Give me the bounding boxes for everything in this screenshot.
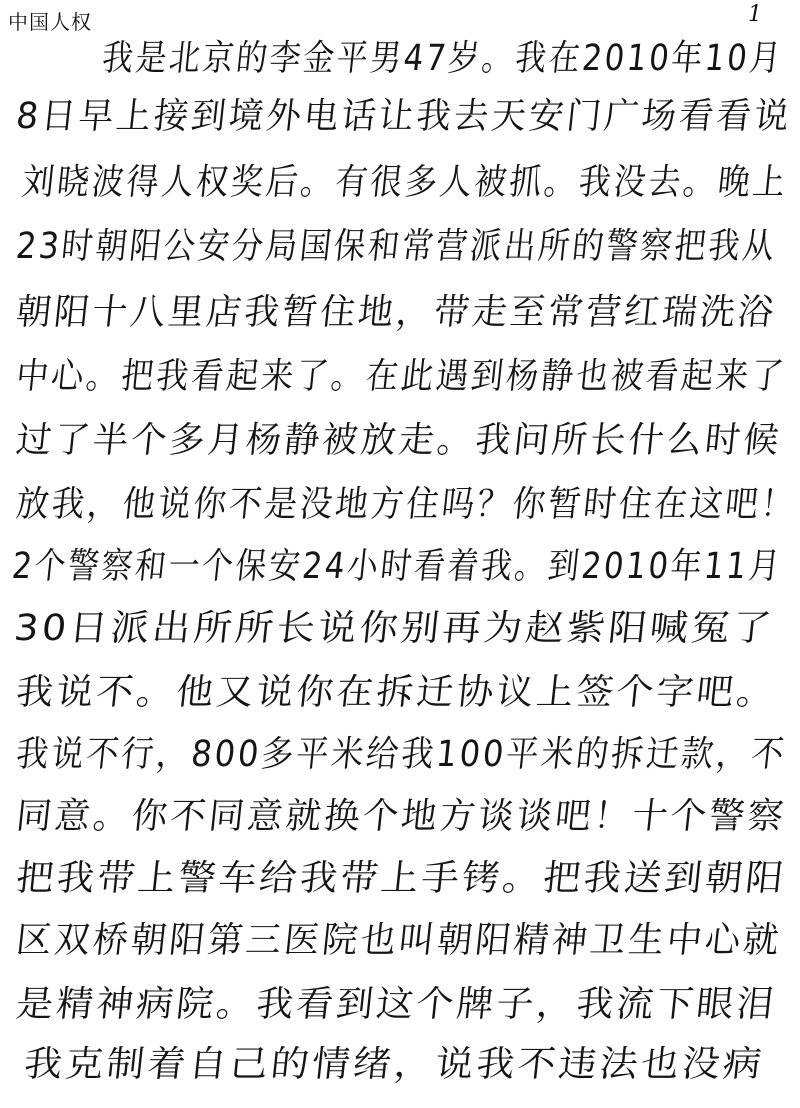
text-line: 23时朝阳公安分局国保和常营派出所的警察把我从 (14, 226, 779, 267)
text-line: 我说不。他又说你在拆迁协议上签个字吧。 (14, 672, 779, 713)
text-line: 中心。把我看起来了。在此遇到杨静也被看起来了 (14, 356, 789, 397)
text-line: 2个警察和一个保安24小时看着我。到2010年11月 (10, 546, 785, 587)
text-line: 是精神病院。我看到这个牌子，我流下眼泪 (14, 984, 779, 1025)
text-line: 刘晓波得人权奖后。有很多人被抓。我没去。晚上 (20, 162, 790, 203)
page-number: 1 (748, 2, 762, 27)
text-line: 过了半个多月杨静被放走。我问所长什么时候 (14, 420, 784, 461)
text-line: 我克制着自己的情绪，说我不违法也没病 (22, 1044, 767, 1085)
text-line: 把我带上警车给我带上手铐。把我送到朝阳 (14, 858, 789, 899)
text-line: 同意。你不同意就换个地方谈谈吧！十个警察 (14, 796, 789, 837)
text-line: 30日派出所所长说你别再为赵紫阳喊冤了 (12, 608, 777, 649)
text-line: 我说不行，800多平米给我100平米的拆迁款，不 (14, 734, 789, 775)
text-line: 我是北京的李金平男47岁。我在2010年10月 (100, 38, 785, 79)
text-line: 放我，他说你不是没地方住吗？你暂时住在这吧！ (14, 484, 799, 525)
text-line: 朝阳十八里店我暂住地，带走至常营红瑞洗浴 (14, 292, 779, 333)
text-line: 区双桥朝阳第三医院也叫朝阳精神卫生中心就 (14, 920, 784, 961)
text-line: 8日早上接到境外电话让我去天安门广场看看说 (14, 96, 794, 137)
header-label: 中国人权 (8, 10, 92, 34)
